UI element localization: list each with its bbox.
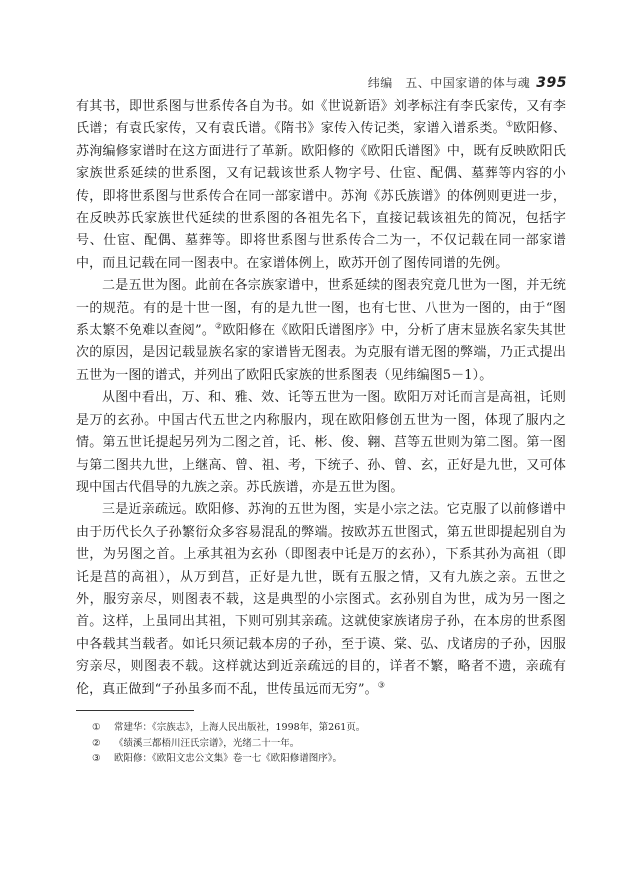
footnote-2: [92, 736, 562, 752]
footnote-text: 常建华：《宗族志》，上海人民出版社，1998年，第261页。: [114, 722, 366, 733]
footnote-mark: ①: [92, 722, 101, 733]
paragraph-1: [76, 96, 566, 275]
paragraph-3-text: 从图中看出，万、和、雅、效、讬等五世为一图。欧阳万对讬而言是高祖，讬则是万的玄孙。中国古代五世之内称服内，现在欧阳修创五世为一图，体现了服内之情。第五世讬提起另列为二图之首，讬、彬、俊、翱、莒等五世则为第二图。第一图与第二图共九世，上继高、曾、祖、考，下统子、孙、曾、玄，正好是九世，又可体现中国古代倡导的九族之亲。苏氏族谱，亦是五世为图。: [76, 390, 566, 495]
footnote-text: 《绩溪三都梧川汪氏宗谱》，光绪二十一年。: [114, 737, 300, 749]
footnote-ref-1[interactable]: ①: [505, 120, 514, 130]
footnote-text: 欧阳修：《欧阳文忠公文集》卷一七《欧阳修谱图序》。: [114, 753, 343, 764]
footnote-divider: [76, 710, 194, 711]
footnote-ref-2[interactable]: ②: [215, 321, 223, 331]
footnote-3: [92, 751, 562, 767]
paragraph-2: [76, 275, 566, 387]
footnote-1: [92, 720, 562, 736]
paragraph-1-text: 有其书，即世系图与世系传各自为书。如《世说新语》刘孝标注有李氏家传，又有李氏谱；有袁氏家传，又有袁氏谱。《隋书》家传入传记类，家谱入谱系类。: [76, 99, 566, 137]
paragraph-2-tail: 欧阳修在《欧阳氏谱图序》中，分析了唐末显族名家失其世次的原因，是因记载显族名家的家谱皆无图表。为克服有谱无图的弊端，乃正式提出五世为一图的谱式，并列出了欧阳氏家族的世系图表（见纬编图5－1）。: [76, 323, 566, 383]
paragraph-2-text: 二是五世为图。此前在各宗族家谱中，世系延续的图表究竟几世为一图，并无统一的规范。有的是十世一图，有的是九世一图，也有七世、八世为一图的，由于“图系太繁不免难以查阅”。: [76, 278, 566, 339]
paragraph-4: [76, 499, 566, 701]
footnotes: [92, 720, 562, 767]
footnote-ref-3[interactable]: ③: [377, 680, 385, 690]
footnote-mark: ③: [92, 753, 101, 764]
body-text: [76, 96, 566, 701]
running-header: [368, 74, 567, 91]
paragraph-1-tail: 欧阳修、苏洵编修家谱时在这方面进行了革新。欧阳修的《欧阳氏谱图》中，既有反映欧阳氏家族世系延续的世系图，又有记载该世系人物字号、仕宦、配偶、墓葬等内容的小传，即将世系图与世系传合在同一部家谱中。苏洵《苏氏族谱》的体例则更进一步，在反映苏氏家族世代延续的世系图的各祖先名下，直接记载该祖先的简况，包括字号、仕宦、配偶、墓葬等。即将世系图与世系传合二为一，不仅记载在同一部家谱中，而且记载在同一图表中。在家谱体例上，欧苏开创了图传同谱的先例。: [76, 121, 566, 271]
paragraph-4-text: 三是近亲疏远。欧阳修、苏洵的五世为图，实是小宗之法。它克服了以前修谱中由于历代长久子孙繁衍众多容易混乱的弊端。按欧苏五世图式，第五世即提起别自为世，为另图之首。上承其祖为玄孙（即图表中讬是万的玄孙），下系其孙为高祖（即讬是莒的高祖），从万到莒，正好是九世，既有五服之情，又有九族之亲。五世之外，服穷亲尽，则图表不载，这是典型的小宗图式。玄孙别自为世，成为另一图之首。这样，上虽同出其祖，下则可别其亲疏。这就使家族诸房子孙，在本房的世系图中各载其当载者。如讬只须记载本房的子孙，至于谟、棠、弘、戊诸房的子孙，因服穷亲尽，则图表不载。这样就达到近亲疏远的目的，详者不繁，略者不遗，亲疏有伦，真正做到“子孙虽多而不乱，世传虽远而无穷”。: [76, 502, 566, 697]
paragraph-3: [76, 387, 566, 499]
page-number: 395: [536, 75, 567, 91]
footnote-mark: ②: [92, 737, 101, 749]
running-header-title: 纬编 五、中国家谱的体与魂: [367, 76, 531, 90]
